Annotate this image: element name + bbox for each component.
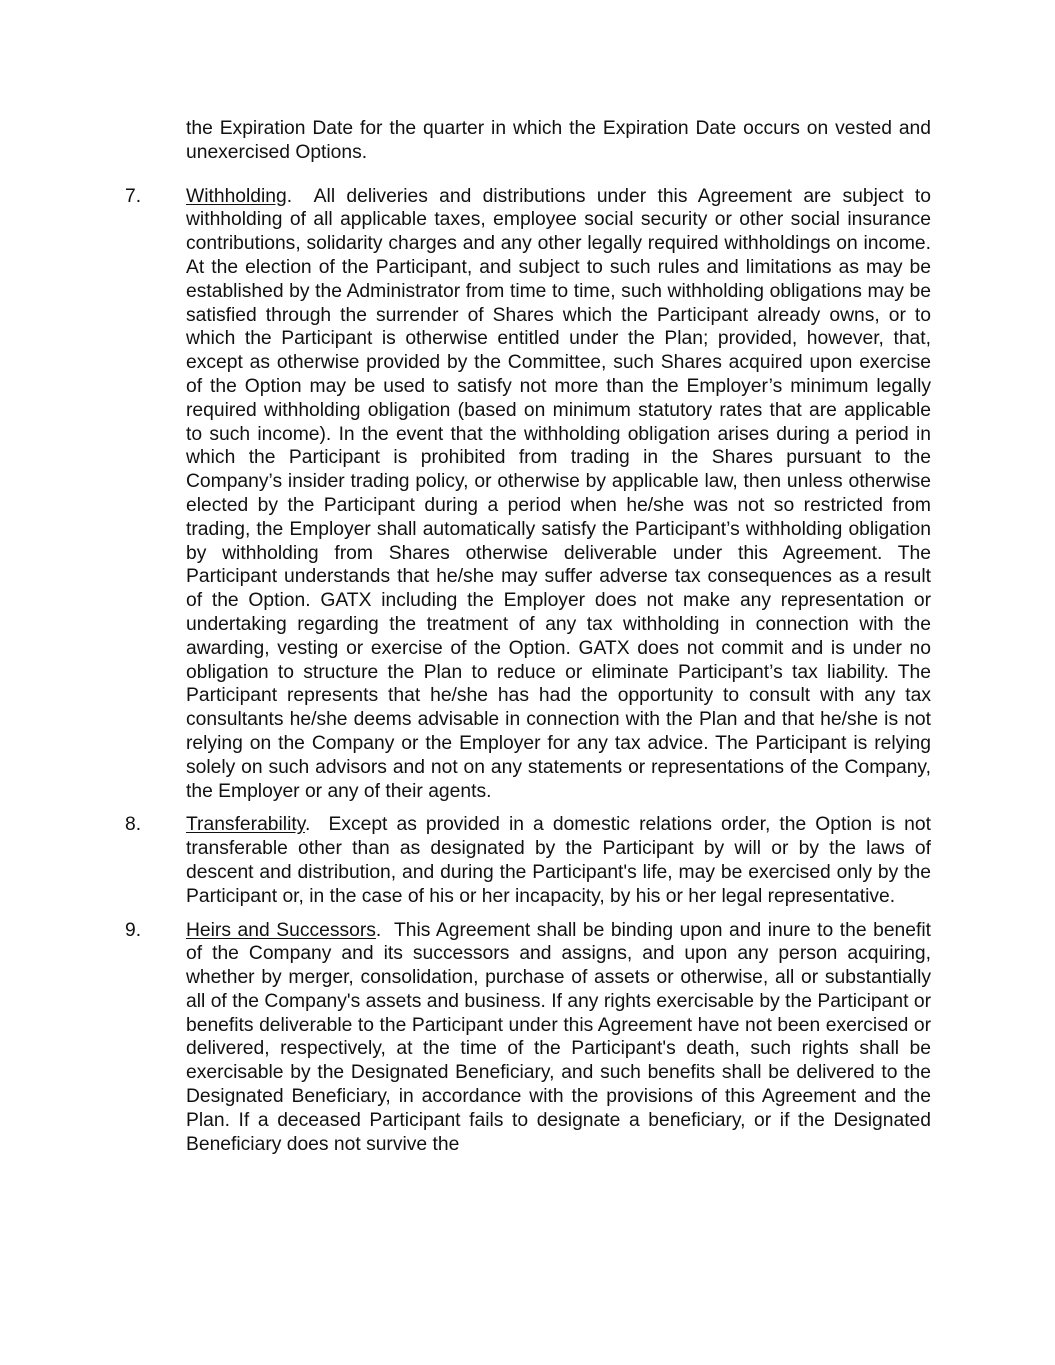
- document-body: [125, 117, 931, 1166]
- section-heading: Withholding: [186, 185, 287, 207]
- section-7: [125, 185, 931, 804]
- section-8: [125, 813, 931, 908]
- section-number: 7.: [125, 185, 142, 207]
- section-9: [125, 919, 931, 1157]
- heading-punctuation: .: [375, 919, 382, 941]
- continuation-paragraph: the Expiration Date for the quarter in which the Expiration Date occurs on vested and unexercised Options.: [186, 118, 931, 163]
- section-heading: Transferability: [186, 814, 305, 836]
- section-text: This Agreement shall be binding upon and inure to the benefit of the Company and its successors and assigns, and upon any person acquiring, whether by merger, consolidation, purchase of assets or otherwise, all or substantially all of the Company's assets and business. If any rights exercisable by the Participant or benefits deliverable to the Participant under this Agreement have not been exercised or delivered, respectively, at the time of the Participant's death, such rights shall be exercisable by the Designated Beneficiary, and such benefits shall be delivered to the Designated Beneficiary, in accordance with the provisions of this Agreement and the Plan. If a deceased Participant fails to designate a beneficiary, or if the Designated Beneficiary does not survive the: [186, 919, 932, 1155]
- section-text: All deliveries and distributions under this Agreement are subject to withholding of all applicable taxes, employee social security or other social insurance contributions, solidarity charges and any other legally required withholdings on income. At the election of the Participant, and subject to such rules and limitations as may be established by the Administrator from time to time, such withholding obligations may be satisfied through the surrender of Shares which the Participant already owns, or to which the Participant is otherwise entitled under the Plan; provided, however, that, except as otherwise provided by the Committee, such Shares acquired upon exercise of the Option may be used to satisfy not more than the Employer’s minimum legally required withholding obligation (based on minimum statutory rates that are applicable to such income). In the event that the withholding obligation arises during a period in which the Participant is prohibited from trading in the Shares pursuant to the Company’s insider trading policy, or otherwise by applicable law, then unless otherwise elected by the Participant during a period when he/she was not so restricted from trading, the Employer shall automatically satisfy the Participant’s withholding obligation by withholding from Shares otherwise deliverable under this Agreement. The Participant understands that he/she may suffer adverse tax consequences as a result of the Option. GATX including the Employer does not make any representation or undertaking regarding the treatment of any tax withholding in connection with the awarding, vesting or exercise of the Option. GATX does not commit and is under no obligation to structure the Plan to reduce or eliminate Participant’s tax liability. The Participant represents that he/she has had the opportunity to consult with any tax consultants he/she deems advisable in connection with the Plan and that he/she is not relying on the Company or the Employer for any tax advice. The Participant is relying solely on such advisors and not on any statements or representations of the Company, the Employer or any of their agents.: [186, 185, 931, 802]
- heading-punctuation: .: [286, 185, 293, 207]
- section-number: 9.: [125, 919, 142, 941]
- section-number: 8.: [125, 814, 142, 836]
- section-text: Except as provided in a domestic relations order, the Option is not transferable other than as designated by the Participant by will or by the laws of descent and distribution, and during the Participant's life, may be exercised only by the Participant or, in the case of his or her incapacity, by his or her legal representative.: [186, 814, 931, 907]
- heading-punctuation: .: [304, 814, 311, 836]
- section-body: [186, 185, 931, 804]
- section-body: [186, 813, 931, 908]
- section-body: [186, 919, 931, 1157]
- section-heading: Heirs and Successors: [186, 919, 376, 941]
